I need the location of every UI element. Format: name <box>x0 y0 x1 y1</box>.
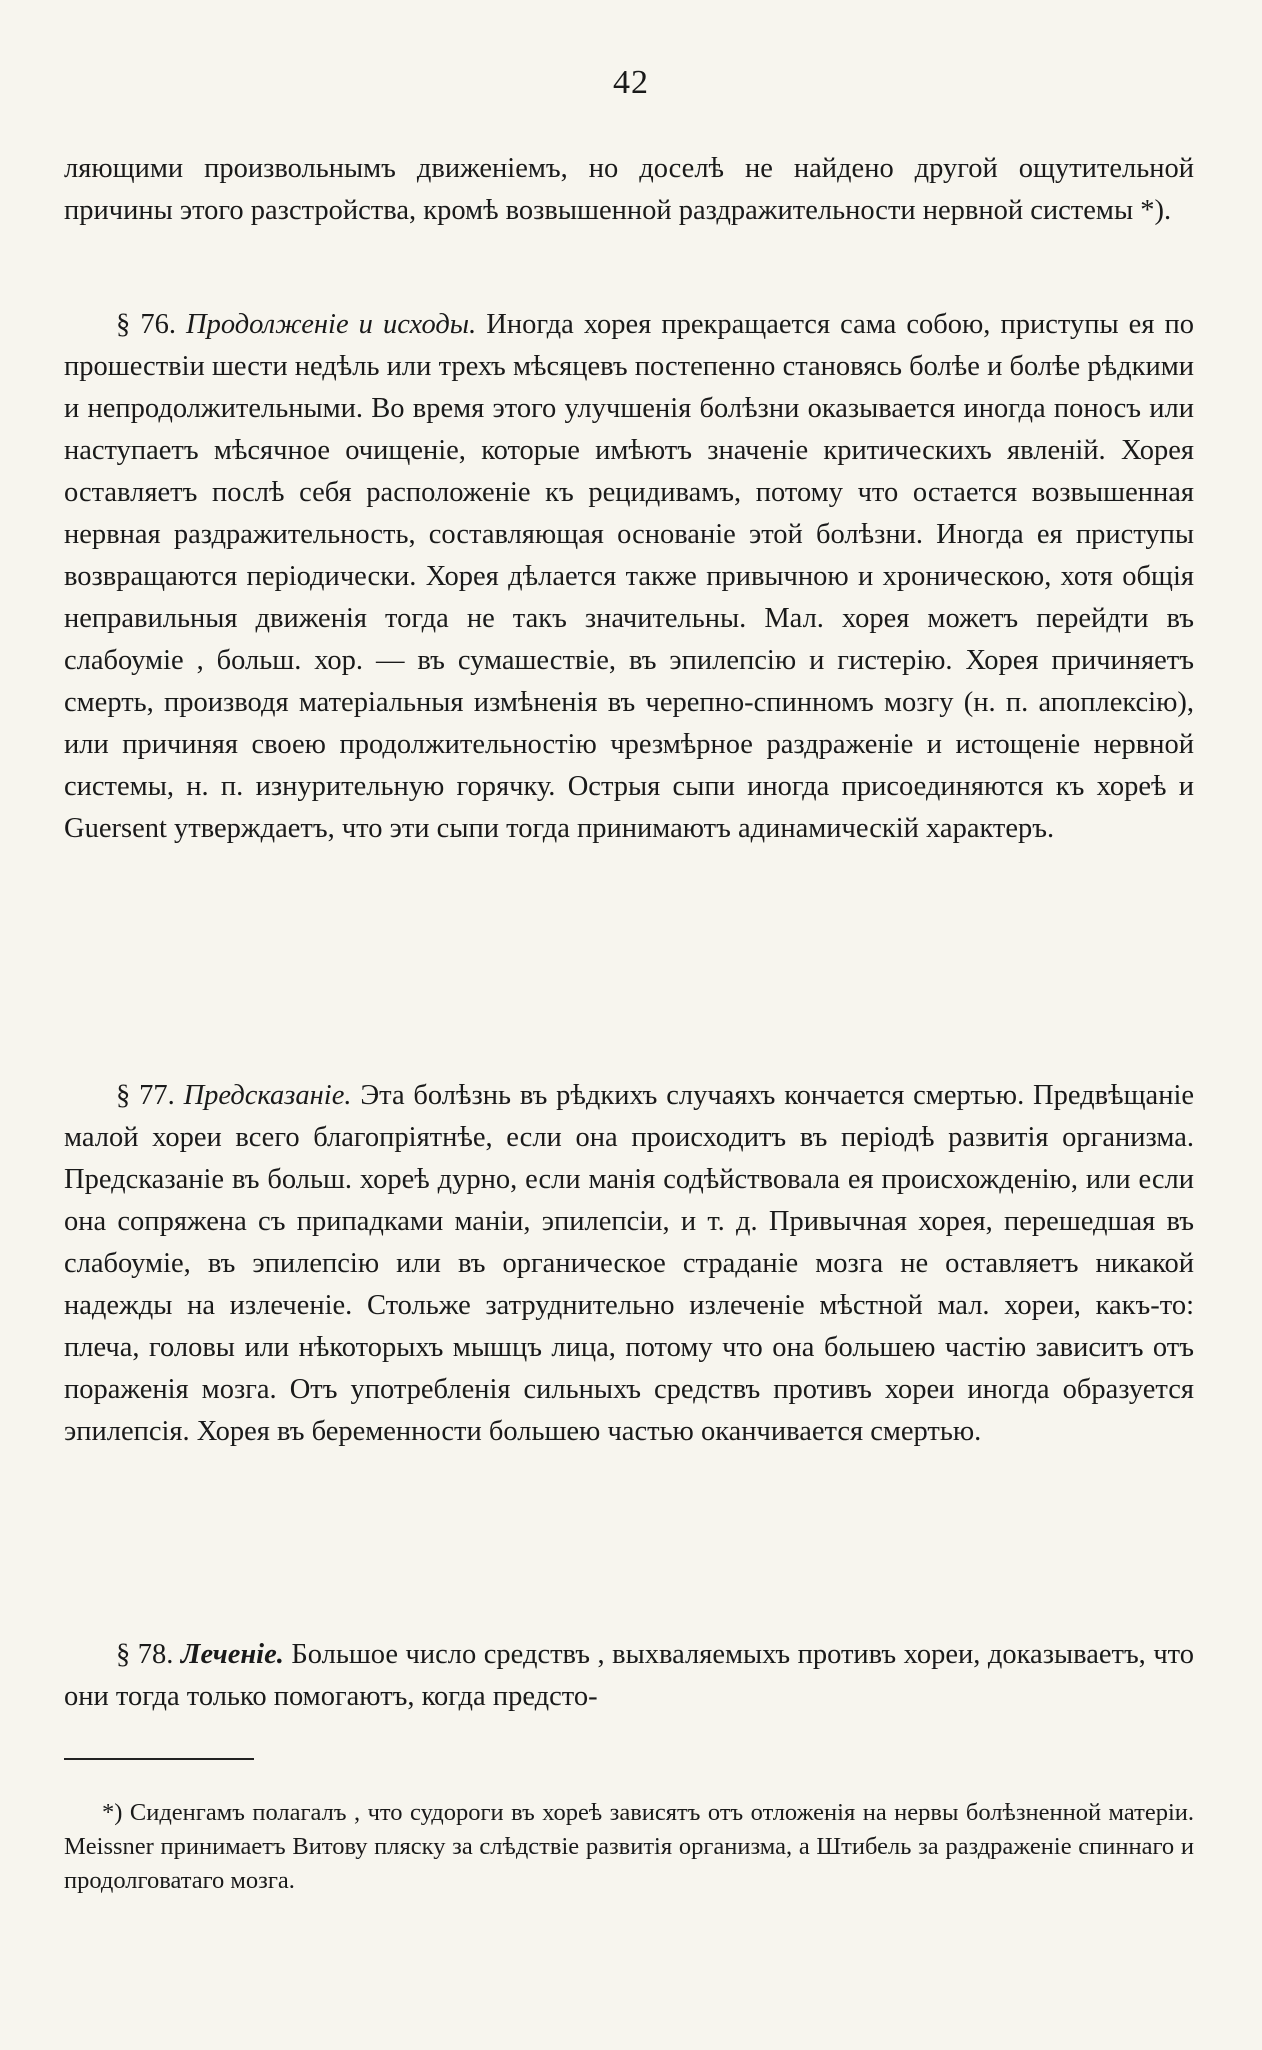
section-77-body: Эта болѣзнь въ рѣдкихъ случаяхъ кончается смертью. Предвѣщанiе малой хореи всего благопрiятнѣе, если она происходитъ въ перiодѣ развитiя организма. Предсказанiе въ больш. хореѣ дурно, если манiя содѣйствовала ея происхожденiю, или если она сопряжена съ припадками манiи, эпилепсiи, и т. д. Привычная хорея, перешедшая въ слабоумiе, въ эпилепсiю или въ органическое страданiе мозга не оставляетъ никакой надежды на излеченiе. Стольже затруднительно излеченiе мѣстной мал. хореи, какъ-то: плеча, головы или нѣкоторыхъ мышцъ лица, потому что она большею частiю зависитъ отъ пораженiя мозга. Отъ употребленiя сильныхъ средствъ противъ хореи иногда образуется эпилепсiя. Хорея въ беременности большею частью оканчивается смертью. <box>64 1080 1195 1447</box>
section-77-mark: § 77. <box>116 1080 175 1111</box>
footnote-rule <box>64 1758 254 1760</box>
section-76-paragraph <box>64 304 1194 850</box>
section-76-mark: § 76. <box>116 309 176 340</box>
intro-text: ляющими произвольнымъ движенiемъ, но доселѣ не найдено другой ощутительной причины этого разстройства, кромѣ возвышенной раздражительности нервной системы *). <box>64 153 1194 226</box>
footnote <box>64 1796 1194 1898</box>
section-78-body: Большое число средствъ , выхваляемыхъ противъ хореи, доказываетъ, что они тогда только помогаютъ, когда предсто- <box>64 1639 1194 1712</box>
section-77-title: Предсказанiе. <box>183 1080 352 1111</box>
intro-paragraph <box>64 148 1194 232</box>
section-76 <box>64 304 1194 850</box>
section-78-mark: § 78. <box>116 1639 174 1670</box>
page-number: 42 <box>613 64 649 101</box>
section-77 <box>64 1075 1194 1453</box>
section-78-paragraph <box>64 1634 1194 1718</box>
footnote-text: *) Сиденгамъ полагалъ , что судороги въ хореѣ зависятъ отъ отложенiя на нервы болѣзненной матерiи. Meissner принимаетъ Витову пляску за слѣдствiе развитiя организма, а Штибель за раздраженiе спиннаго и продолговатаго мозга. <box>64 1799 1194 1894</box>
section-76-title: Продолженiе и исходы. <box>186 309 477 340</box>
section-76-body: Иногда хорея прекращается сама собою, приступы ея по прошествiи шести недѣль или трехъ мѣсяцевъ постепенно становясь болѣе и болѣе рѣдкими и непродолжительными. Во время этого улучшенiя болѣзни оказывается иногда поносъ или наступаетъ мѣсячное очищенiе, которые имѣютъ значенiе критическихъ явленiй. Хорея оставляетъ послѣ себя расположенiе къ рецидивамъ, потому что остается возвышенная нервная раздражительность, составляющая основанiе этой болѣзни. Иногда ея приступы возвращаются перiодически. Хорея дѣлается также привычною и хроническою, хотя общiя неправильныя движенiя тогда не такъ значительны. Мал. хорея можетъ перейдти въ слабоумiе , больш. хор. — въ сумашествiе, въ эпилепсiю и гистерiю. Хорея причиняетъ смерть, производя матерiальныя измѣненiя въ черепно-спинномъ мозгу (н. п. апоплексiю), или причиняя своею продолжительностiю чрезмѣрное раздраженiе и истощенiе нервной системы, н. п. изнурительную горячку. Острыя сыпи иногда присоединяются къ хореѣ и Guersent утверждаетъ, что эти сыпи тогда принимаютъ адинамическiй характеръ. <box>64 309 1195 844</box>
section-77-paragraph <box>64 1075 1194 1453</box>
section-78-title: Леченiе. <box>180 1639 284 1670</box>
section-78 <box>64 1634 1194 1718</box>
